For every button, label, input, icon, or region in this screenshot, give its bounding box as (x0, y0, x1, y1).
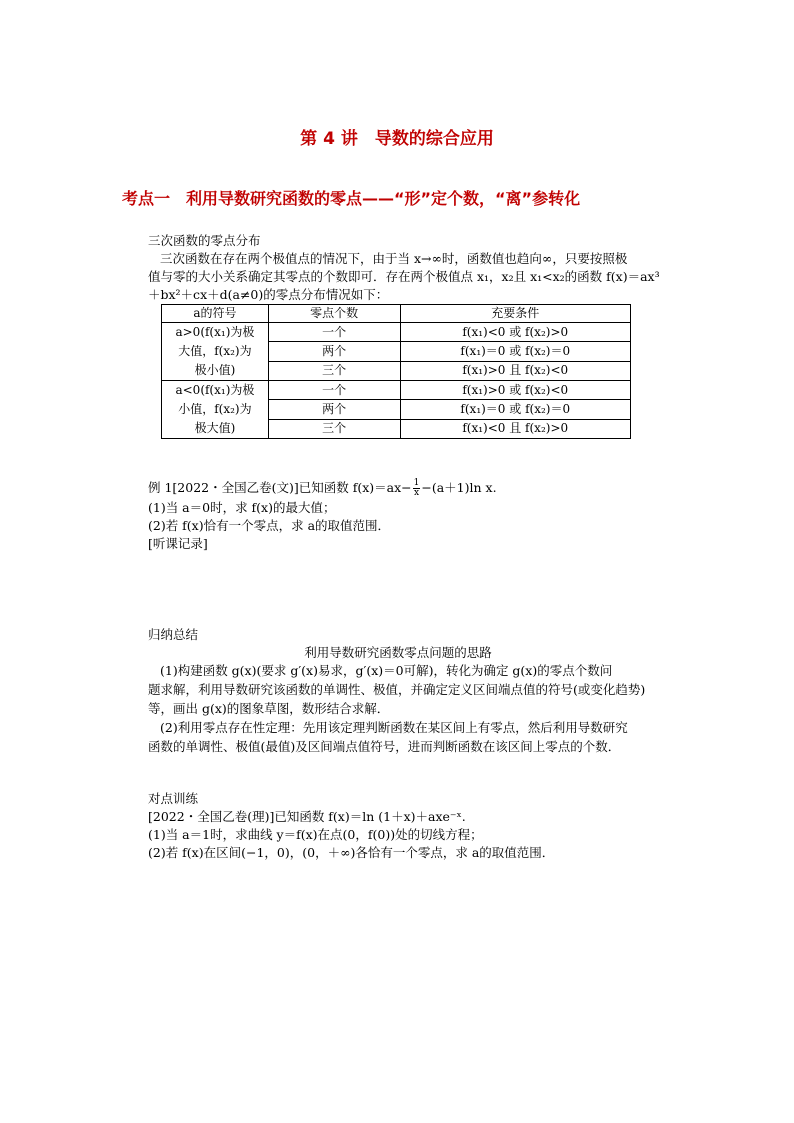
table-cell: f(x₁)＝0 或 f(x₂)＝0 (400, 400, 630, 419)
table-cell: f(x₁)>0 且 f(x₂)<0 (400, 361, 630, 380)
example-1-head-after: −(a＋1)ln x. (421, 480, 497, 495)
table-cell: f(x₁)<0 或 f(x₂)>0 (400, 323, 630, 342)
table-cell: 两个 (268, 342, 400, 361)
practice-heading: 对点训练 (148, 791, 199, 806)
fraction-denominator: x (413, 488, 420, 498)
page-title: 第 4 讲 导数的综合应用 (300, 129, 494, 149)
a-positive-cell (162, 323, 269, 381)
cell-line: a<0(f(x₁)为极 (175, 383, 255, 397)
intro-line-3: ＋bx²＋cx＋d(a≠0)的零点分布情况如下： (148, 287, 389, 302)
summary-p1-line-2: 题求解，利用导数研究该函数的单调性、极值，并确定定义区间端点值的符号(或变化趋势) (148, 682, 646, 697)
cell-line: 小值，f(x₂)为 (178, 402, 252, 416)
subheading: 三次函数的零点分布 (148, 233, 261, 248)
table-cell: 三个 (268, 419, 400, 438)
table-header-cell: 零点个数 (268, 305, 400, 323)
fraction-numerator: 1 (413, 478, 420, 488)
table-header-row (162, 305, 631, 323)
practice-question-2: (2)若 f(x)在区间(−1，0)，(0，＋∞)各恰有一个零点，求 a的取值范围． (148, 845, 555, 860)
summary-p1-line-3: 等，画出 g(x)的图象草图，数形结合求解． (148, 701, 390, 716)
summary-p2-line-1: (2)利用零点存在性定理：先用该定理判断函数在某区间上有零点，然后利用导数研究 (160, 720, 628, 735)
intro-line-1: 三次函数在存在两个极值点的情况下，由于当 x→∞时，函数值也趋向∞，只要按照极 (160, 251, 628, 266)
summary-p2-line-2: 函数的单调性、极值(最值)及区间端点值符号，进而判断函数在该区间上零点的个数． (148, 739, 621, 754)
lecture-notes-label: [听课记录] (148, 536, 208, 551)
intro-line-2: 值与零的大小关系确定其零点的个数即可．存在两个极值点 x₁，x₂且 x₁<x₂的函数 f(x)＝ax³ (148, 269, 660, 284)
cell-line: a>0(f(x₁)为极 (175, 325, 255, 339)
cell-line: 极大值) (194, 421, 236, 435)
practice-line-1: [2022・全国乙卷(理)]已知函数 f(x)＝ln (1＋x)＋axe⁻ˣ. (148, 809, 466, 824)
cell-line: 大值，f(x₂)为 (178, 344, 252, 358)
table-row (162, 381, 631, 400)
cell-line: 极小值) (194, 363, 236, 377)
table-cell: 一个 (268, 381, 400, 400)
practice-question-1: (1)当 a＝1时，求曲线 y＝f(x)在点(0，f(0))处的切线方程； (148, 827, 483, 842)
fraction (413, 479, 421, 498)
table-cell: 两个 (268, 400, 400, 419)
example-1-question-2: (2)若 f(x)恰有一个零点，求 a的取值范围． (148, 518, 391, 533)
table-cell: 三个 (268, 361, 400, 380)
summary-heading: 归纳总结 (148, 627, 199, 642)
a-negative-cell (162, 381, 269, 439)
table-cell: 一个 (268, 323, 400, 342)
table-header-cell: 充要条件 (400, 305, 630, 323)
zero-distribution-table (161, 304, 631, 439)
summary-p1-line-1: (1)构建函数 g(x)(要求 g′(x)易求，g′(x)＝0可解)，转化为确定 g(x)的零点个数问 (160, 663, 613, 678)
summary-subtitle: 利用导数研究函数零点问题的思路 (304, 645, 492, 660)
table-row (162, 323, 631, 342)
table-cell: f(x₁)＝0 或 f(x₂)＝0 (400, 342, 630, 361)
section-heading: 考点一 利用导数研究函数的零点——“形”定个数，“离”参转化 (122, 189, 581, 208)
example-1-heading (148, 479, 648, 498)
table-header-cell: a的符号 (162, 305, 269, 323)
table-cell: f(x₁)>0 或 f(x₂)<0 (400, 381, 630, 400)
example-1-question-1: (1)当 a＝0时，求 f(x)的最大值； (148, 500, 336, 515)
table-cell: f(x₁)<0 且 f(x₂)>0 (400, 419, 630, 438)
example-1-head-before: 例 1[2022・全国乙卷(文)]已知函数 f(x)＝ax− (148, 480, 412, 495)
